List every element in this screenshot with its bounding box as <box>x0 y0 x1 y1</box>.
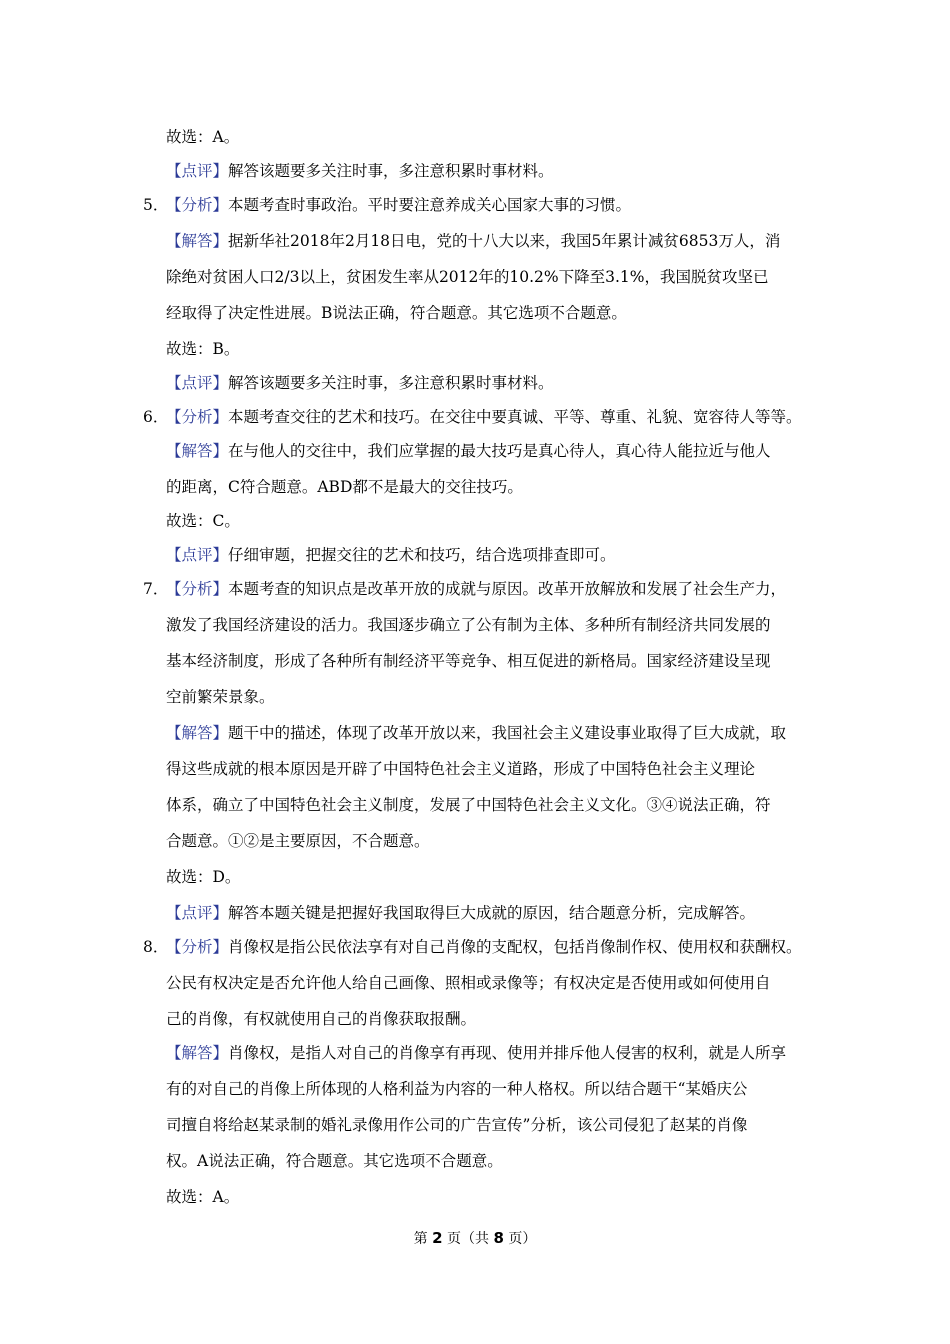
line-text: 肖像权，是指人对自己的肖像享有再现、使用并排斥他人侵害的权利，就是人所享 <box>228 1044 787 1062</box>
line-text: 本题考查时事政治。平时要注意养成关心国家大事的习惯。 <box>228 196 632 214</box>
line-text: 司擅自将给赵某录制的婚礼录像用作公司的广告宣传”分析，该公司侵犯了赵某的肖像 <box>166 1116 748 1134</box>
question-number: 7． <box>143 580 169 598</box>
text-line <box>166 1150 806 1172</box>
line-text: 合题意。①②是主要原因，不合题意。 <box>166 832 430 850</box>
section-tag: 【点评】 <box>166 374 229 392</box>
line-text: 空前繁荣景象。 <box>166 688 275 706</box>
text-line <box>166 510 806 532</box>
line-text: 肖像权是指公民依法享有对自己肖像的支配权，包括肖像制作权、使用权和获酬权。 <box>228 938 802 956</box>
text-line <box>166 866 806 888</box>
text-line <box>166 1186 806 1208</box>
footer-middle: 页（共 <box>447 1231 489 1247</box>
text-line <box>166 614 806 636</box>
text-line <box>166 1042 806 1064</box>
line-text: 据新华社2018年2月18日电，党的十八大以来，我国5年累计减贫6853万人，消 <box>228 232 781 250</box>
line-text: 得这些成就的根本原因是开辟了中国特色社会主义道路，形成了中国特色社会主义理论 <box>166 760 756 778</box>
text-line <box>166 194 806 216</box>
text-line <box>166 972 806 994</box>
text-line <box>166 544 806 566</box>
line-text: 公民有权决定是否允许他人给自己画像、照相或录像等；有权决定是否使用或如何使用自 <box>166 974 771 992</box>
text-line <box>166 1114 806 1136</box>
section-tag: 【解答】 <box>166 232 229 250</box>
text-line <box>166 650 806 672</box>
section-tag: 【分析】 <box>166 408 229 426</box>
text-line <box>166 230 806 252</box>
line-text: 故选：A。 <box>166 128 240 146</box>
line-text: 解答本题关键是把握好我国取得巨大成就的原因，结合题意分析，完成解答。 <box>228 904 756 922</box>
line-text: 在与他人的交往中，我们应掌握的最大技巧是真心待人，真心待人能拉近与他人 <box>228 442 771 460</box>
footer-page-number: 2 <box>432 1229 443 1247</box>
text-line <box>166 338 806 360</box>
line-text: 仔细审题，把握交往的艺术和技巧，结合选项排查即可。 <box>228 546 616 564</box>
section-tag: 【分析】 <box>166 580 229 598</box>
text-line <box>166 406 806 428</box>
text-line <box>166 722 806 744</box>
question-number: 5． <box>143 196 169 214</box>
line-text: 权。A说法正确，符合题意。其它选项不合题意。 <box>166 1152 503 1170</box>
line-text: 本题考查交往的艺术和技巧。在交往中要真诚、平等、尊重、礼貌、宽容待人等等。 <box>228 408 802 426</box>
text-line <box>166 686 806 708</box>
line-text: 题干中的描述，体现了改革开放以来，我国社会主义建设事业取得了巨大成就，取 <box>228 724 787 742</box>
text-line <box>166 902 806 924</box>
section-tag: 【解答】 <box>166 442 229 460</box>
line-text: 故选：B。 <box>166 340 240 358</box>
line-text: 解答该题要多关注时事，多注意积累时事材料。 <box>228 374 554 392</box>
question-number-wrap <box>143 936 168 958</box>
line-text: 体系，确立了中国特色社会主义制度，发展了中国特色社会主义文化。③④说法正确，符 <box>166 796 771 814</box>
text-line <box>166 126 806 148</box>
line-text: 激发了我国经济建设的活力。我国逐步确立了公有制为主体、多种所有制经济共同发展的 <box>166 616 771 634</box>
section-tag: 【解答】 <box>166 1044 229 1062</box>
line-text: 基本经济制度，形成了各种所有制经济平等竞争、相互促进的新格局。国家经济建设呈现 <box>166 652 771 670</box>
section-tag: 【点评】 <box>166 904 229 922</box>
section-tag: 【解答】 <box>166 724 229 742</box>
line-text: 己的肖像，有权就使用自己的肖像获取报酬。 <box>166 1010 477 1028</box>
line-text: 除绝对贫困人口2/3以上，贫困发生率从2012年的10.2%下降至3.1%，我国脱贫攻坚已 <box>166 268 769 286</box>
line-text: 故选：A。 <box>166 1188 240 1206</box>
text-line <box>166 266 806 288</box>
page-footer <box>0 1228 950 1248</box>
text-line <box>166 936 806 958</box>
question-number: 6． <box>143 408 169 426</box>
footer-suffix: 页） <box>508 1231 537 1247</box>
question-number-wrap <box>143 406 168 428</box>
line-text: 故选：D。 <box>166 868 241 886</box>
section-tag: 【分析】 <box>166 196 229 214</box>
line-text: 故选：C。 <box>166 512 240 530</box>
section-tag: 【点评】 <box>166 162 229 180</box>
text-line <box>166 160 806 182</box>
line-text: 有的对自己的肖像上所体现的人格利益为内容的一种人格权。所以结合题干“某婚庆公 <box>166 1080 748 1098</box>
text-line <box>166 1008 806 1030</box>
text-line <box>166 830 806 852</box>
question-number-wrap <box>143 194 168 216</box>
text-line <box>166 794 806 816</box>
line-text: 经取得了决定性进展。B说法正确，符合题意。其它选项不合题意。 <box>166 304 627 322</box>
footer-prefix: 第 <box>413 1231 428 1247</box>
text-line <box>166 758 806 780</box>
text-line <box>166 440 806 462</box>
line-text: 解答该题要多关注时事，多注意积累时事材料。 <box>228 162 554 180</box>
question-number-wrap <box>143 578 168 600</box>
footer-total-pages: 8 <box>493 1229 504 1247</box>
question-number: 8． <box>143 938 169 956</box>
text-line <box>166 1078 806 1100</box>
text-line <box>166 476 806 498</box>
text-line <box>166 372 806 394</box>
section-tag: 【分析】 <box>166 938 229 956</box>
text-line <box>166 302 806 324</box>
line-text: 本题考查的知识点是改革开放的成就与原因。改革开放解放和发展了社会生产力， <box>228 580 787 598</box>
section-tag: 【点评】 <box>166 546 229 564</box>
text-line <box>166 578 806 600</box>
line-text: 的距离，C符合题意。ABD都不是最大的交往技巧。 <box>166 478 523 496</box>
